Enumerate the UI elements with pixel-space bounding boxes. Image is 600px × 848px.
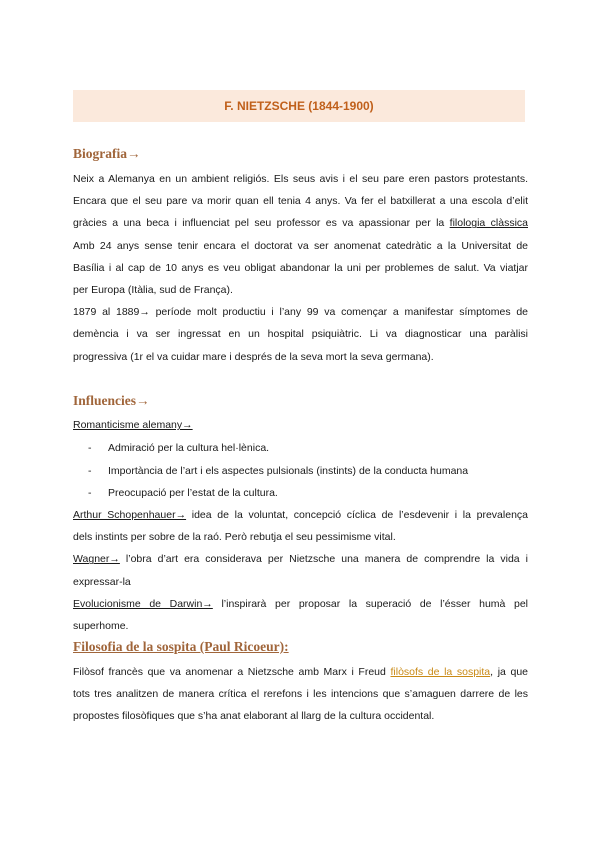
biography-line: Basília i al cap de 10 anys es veu obligat abandonar la uni per problemes de salut. Va viatjar — [73, 261, 528, 274]
suspicion-text-after: , ja que — [490, 666, 528, 678]
suspicion-line — [73, 661, 528, 683]
list-item — [88, 460, 528, 483]
wagner-line — [73, 548, 528, 570]
biography-line: 1879 al 1889→ període molt productiu i l’any 99 va començar a manifestar símptomes de — [73, 306, 528, 319]
suspicion-text: Filòsof francès que va anomenar a Nietzsche amb Marx i Freud — [73, 666, 386, 678]
darwin-line-2: superhome. — [73, 620, 129, 633]
wagner-line-2: expressar-la — [73, 575, 131, 588]
bullet-text: Importància de l’art i els aspectes pulsionals (instints) de la conducta humana — [108, 464, 469, 477]
filologia-term-link[interactable]: filologia clàssica — [449, 217, 528, 230]
suspicion-line: tots tres analitzen de manera crítica el rerefons i les intencions que s’amaguen darrere de les — [73, 688, 528, 701]
biography-heading-text: Biografia — [73, 146, 127, 161]
arrow-right-icon: → — [127, 146, 141, 161]
suspicion-line: propostes filosòfiques que s’ha anat elaborant al llarg de la cultura occidental. — [73, 710, 435, 723]
wagner-text: l’obra d’art era considerava per Nietzsche una manera de comprendre la vida i — [125, 553, 528, 566]
biography-line: Encara que el seu pare va morir quan ell tenia 4 anys. Va fer el batxillerat a una escola d’elit — [73, 195, 528, 208]
biography-line: demència i va ser ingressat en un hospital psiquiàtric. Li va diagnosticar una paràlisi — [73, 328, 528, 341]
list-item — [88, 437, 528, 460]
bullet-dash: - — [88, 487, 92, 499]
romanticism-term: Romanticisme alemany→ — [73, 419, 193, 431]
biography-line: Amb 24 anys sense tenir encara el doctorat va ser anomenat catedràtic a la Universitat de — [73, 239, 528, 252]
bullet-dash: - — [88, 442, 92, 454]
biography-paragraph — [73, 168, 528, 368]
arrow-right-icon: → — [136, 393, 150, 408]
biography-line: per Europa (Itàlia, sud de França). — [73, 284, 233, 297]
darwin-text: l’inspirarà per proposar la superació de l’ésser humà pel — [221, 597, 529, 610]
influences-bullet-list — [88, 437, 528, 505]
suspicion-paragraph — [73, 661, 528, 728]
bullet-text: Admiració per la cultura hel·lènica. — [108, 442, 270, 454]
biography-line-with-term — [73, 212, 528, 234]
influences-heading — [73, 393, 150, 409]
schopenhauer-text: idea de la voluntat, concepció cíclica de l’esdevenir i la prevalença — [191, 509, 529, 521]
bullet-text: Preocupació per l’estat de la cultura. — [108, 487, 278, 499]
title-banner — [73, 90, 525, 122]
darwin-line — [73, 593, 528, 615]
biography-heading — [73, 146, 141, 162]
schopenhauer-line — [73, 504, 528, 526]
biography-line: progressiva (1r el va cuidar mare i després de la seva mort la seva germana). — [73, 350, 434, 363]
biography-line-text: gràcies a una beca i influenciat pel seu professor es va apassionar per la — [73, 217, 445, 230]
sospita-link[interactable]: filòsofs de la sospita — [390, 666, 491, 678]
schopenhauer-line-2: dels instints per sobre de la raó. Però rebutja el seu pessimisme vital. — [73, 531, 396, 544]
wagner-term: Wagner→ — [73, 553, 120, 566]
biography-line: Neix a Alemanya en un ambient religiós. Els seus avis i el seu pare eren pastors protestants. — [73, 173, 528, 185]
romanticism-line — [73, 414, 528, 436]
influences-paragraph — [73, 504, 528, 637]
bullet-dash: - — [88, 464, 92, 477]
darwin-term: Evolucionisme de Darwin→ — [73, 597, 213, 610]
influences-heading-text: Influencies — [73, 393, 137, 408]
suspicion-heading: Filosofia de la sospita (Paul Ricoeur): — [73, 639, 289, 654]
page-title: F. NIETZSCHE (1844-1900) — [224, 99, 374, 113]
list-item — [88, 482, 528, 505]
schopenhauer-term: Arthur Schopenhauer→ — [73, 509, 187, 521]
